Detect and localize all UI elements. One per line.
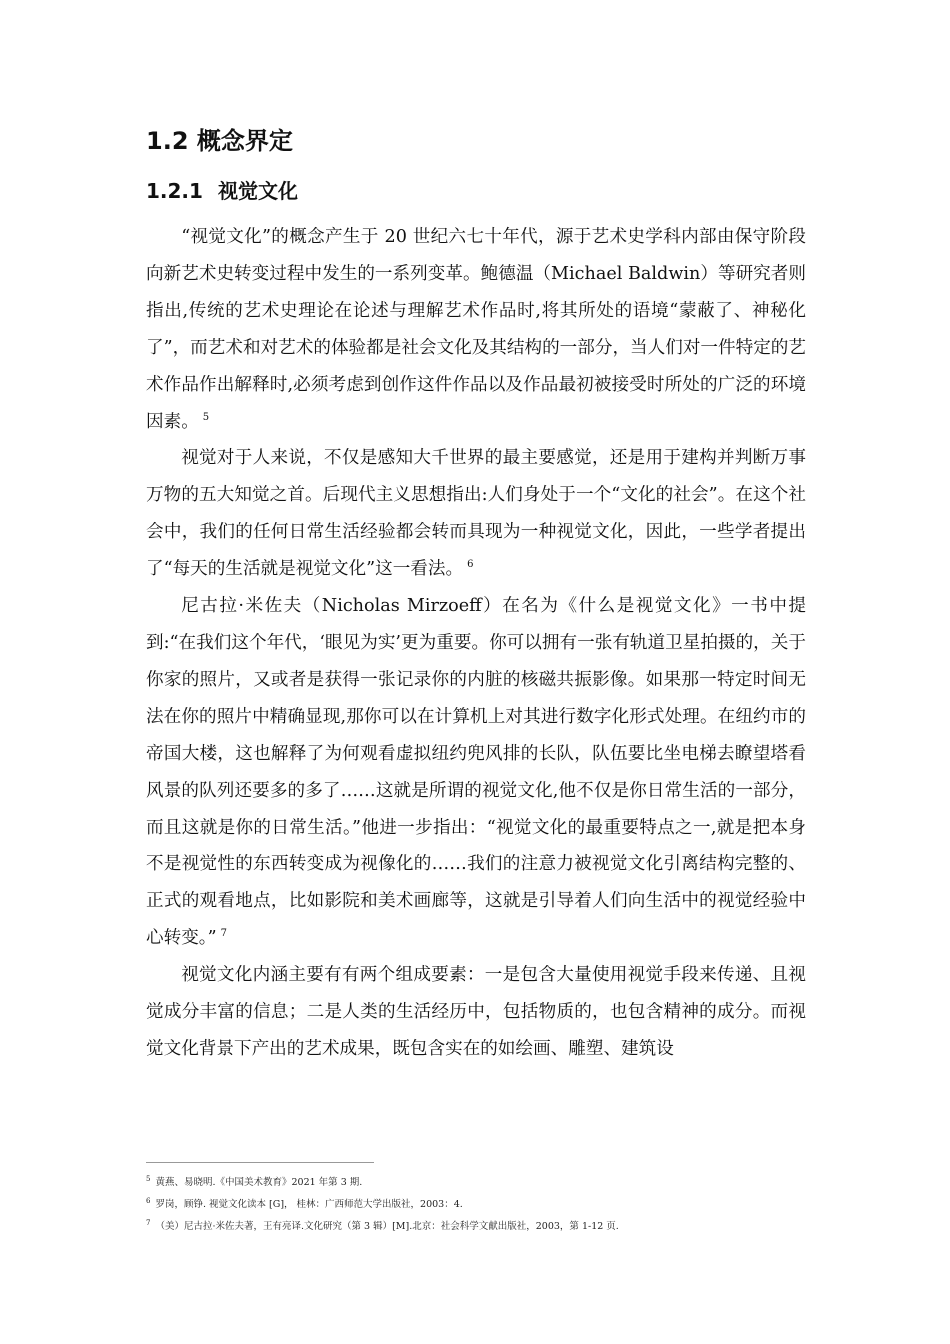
body-text: [146, 219, 806, 1068]
subsection-heading: [146, 176, 298, 206]
footnotes: [146, 1170, 806, 1236]
footnote: [146, 1170, 806, 1192]
paragraph-text: 视觉对于人来说，不仅是感知大千世界的最主要感觉，还是用于建构并判断万事万物的五大知觉之首。后现代主义思想指出:人们身处于一个“文化的社会”。在这个社会中，我们的任何日常生活经验都会转而具现为一种视觉文化，因此，一些学者提出了“每天的生活就是视觉文化”这一看法。: [146, 448, 806, 580]
paragraph-text: “视觉文化”的概念产生于 20 世纪六七十年代，源于艺术史学科内部由保守阶段向新艺术史转变过程中发生的一系列变革。鲍德温（Michael Baldwin）等研究者则指出,传统的艺术史理论在论述与理解艺术作品时,将其所处的语境“蒙蔽了、神秘化了”，而艺术和对艺术的体验都是社会文化及其结构的一部分，当人们对一件特定的艺术作品作出解释时,必须考虑到创作这件作品以及作品最初被接受时所处的广泛的环境因素。: [146, 227, 806, 432]
footnote: [146, 1214, 806, 1236]
paragraph: [146, 219, 806, 440]
footnote-text: 罗岗，顾铮. 视觉文化读本 [G]， 桂林：广西师范大学出版社，2003：4.: [155, 1199, 463, 1211]
footnote-ref: 6: [467, 559, 474, 571]
paragraph-text: 视觉文化内涵主要有有两个组成要素：一是包含大量使用视觉手段来传递、且视觉成分丰富的信息；二是人类的生活经历中，包括物质的，也包含精神的成分。而视觉文化背景下产出的艺术成果，既包含实在的如绘画、雕塑、建筑设: [146, 965, 806, 1059]
footnote-mark: 6: [146, 1197, 151, 1206]
section-heading: 1.2 概念界定: [146, 127, 293, 155]
footnote-text: （美）尼古拉·米佐夫著，王有亮译.文化研究（第 3 辑）[M].北京：社会科学文献出版社，2003，第 1-12 页.: [155, 1221, 619, 1233]
paragraph: [146, 588, 806, 957]
paragraph: [146, 440, 806, 588]
footnote-mark: 5: [146, 1175, 151, 1183]
footnote-divider: [146, 1162, 374, 1163]
subsection-title: 视觉文化: [218, 179, 298, 203]
footnote-mark: 7: [146, 1219, 151, 1228]
footnote-ref: 5: [202, 411, 210, 423]
footnote-ref: 7: [220, 928, 227, 940]
footnote-text: 黄燕、易晓明.《中国美术教育》2021 年第 3 期.: [155, 1177, 363, 1189]
subsection-number: 1.2.1: [146, 179, 203, 203]
footnote: [146, 1192, 806, 1214]
paragraph-text: 尼古拉·米佐夫（Nicholas Mirzoeff）在名为《什么是视觉文化》一书中提到:“在我们这个年代，‘眼见为实’更为重要。你可以拥有一张有轨道卫星拍摄的，关于你家的照片，又或者是获得一张记录你的内脏的核磁共振影像。如果那一特定时间无法在你的照片中精确显现,那你可以在计算机上对其进行数字化形式处理。在纽约市的帝国大楼，这也解释了为何观看虚拟纽约兜风排的长队，队伍要比坐电梯去瞭望塔看风景的队列还要多的多了……这就是所谓的视觉文化,他不仅是你日常生活的一部分，而且这就是你的日常生活。”他进一步指出：“视觉文化的最重要特点之一,就是把本身不是视觉性的东西转变成为视像化的……我们的注意力被视觉文化引离结构完整的、正式的观看地点，比如影院和美术画廊等，这就是引导着人们向生活中的视觉经验中心转变。”: [146, 596, 806, 949]
paragraph: [146, 957, 806, 1068]
